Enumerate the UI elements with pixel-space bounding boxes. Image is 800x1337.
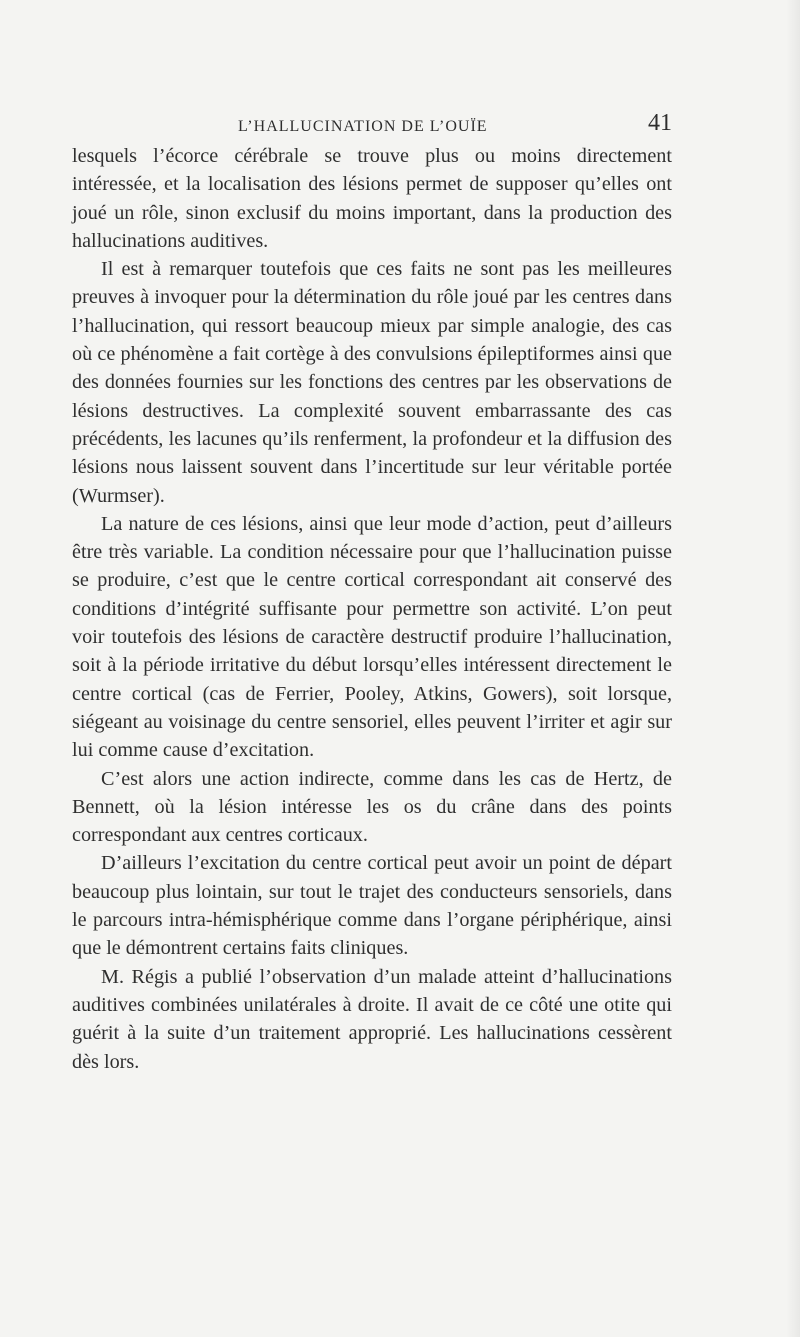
page-edge-shadow <box>786 0 800 1337</box>
paragraph-4: C’est alors une action indirecte, comme dans les cas de Hertz, de Bennett, où la lésion intéresse les os du crâne dans des points correspondant aux centres corticaux. <box>72 767 672 847</box>
paragraph-5: D’ailleurs l’excitation du centre cortical peut avoir un point de départ beaucoup plus lointain, sur tout le trajet des conducteurs sensoriels, dans le parcours intra-hémisphérique comme dans l’organe périphérique, ainsi que le démontrent certains faits cliniques. <box>72 852 672 960</box>
paragraph-3: La nature de ces lésions, ainsi que leur mode d’action, peut d’ailleurs être très variable. La condition nécessaire pour que l’hallucination puisse se produire, c’est que le centre cortical correspondant ait conservé des conditions d’intégrité suffisante pour permettre son activité. L’on peut voir toutefois des lésions de caractère destructif produire l’hallucination, soit à la période irritative du début lorsqu’elles intéressent directement le centre cortical (cas de Ferrier, Pooley, Atkins, Gowers), soit lorsque, siégeant au voisinage du centre sensoriel, elles peuvent l’irriter et agir sur lui comme cause d’excitation. <box>72 512 672 762</box>
page-header <box>72 110 672 140</box>
running-title: L’HALLUCINATION DE L’OUÏE <box>238 118 488 135</box>
body-text <box>72 142 672 1076</box>
paragraph-2: Il est à remarquer toutefois que ces faits ne sont pas les meilleures preuves à invoquer pour la détermination du rôle joué par les centres dans l’hallucination, qui ressort beaucoup mieux par simple analogie, des cas où ce phénomène a fait cortège à des convulsions épileptiformes ainsi que des données fournies sur les fonctions des centres par les observations de lésions destructives. La complexité souvent embarrassante des cas précédents, les lacunes qu’ils renferment, la profondeur et la diffusion des lésions nous laissent souvent dans l’incertitude sur leur véritable portée (Wurmser). <box>72 258 672 507</box>
page-number: 41 <box>648 110 672 136</box>
paragraph-6: M. Régis a publié l’observation d’un malade atteint d’hallucinations auditives combinées unilatérales à droite. Il avait de ce côté une otite qui guérit à la suite d’un traitement approprié. Les hallucinations cessèrent dès lors. <box>72 965 672 1073</box>
paragraph-1: lesquels l’écorce cérébrale se trouve plus ou moins directement intéressée, et la localisation des lésions permet de supposer qu’elles ont joué un rôle, sinon exclusif du moins important, dans la production des hallucinations auditives. <box>72 145 672 252</box>
